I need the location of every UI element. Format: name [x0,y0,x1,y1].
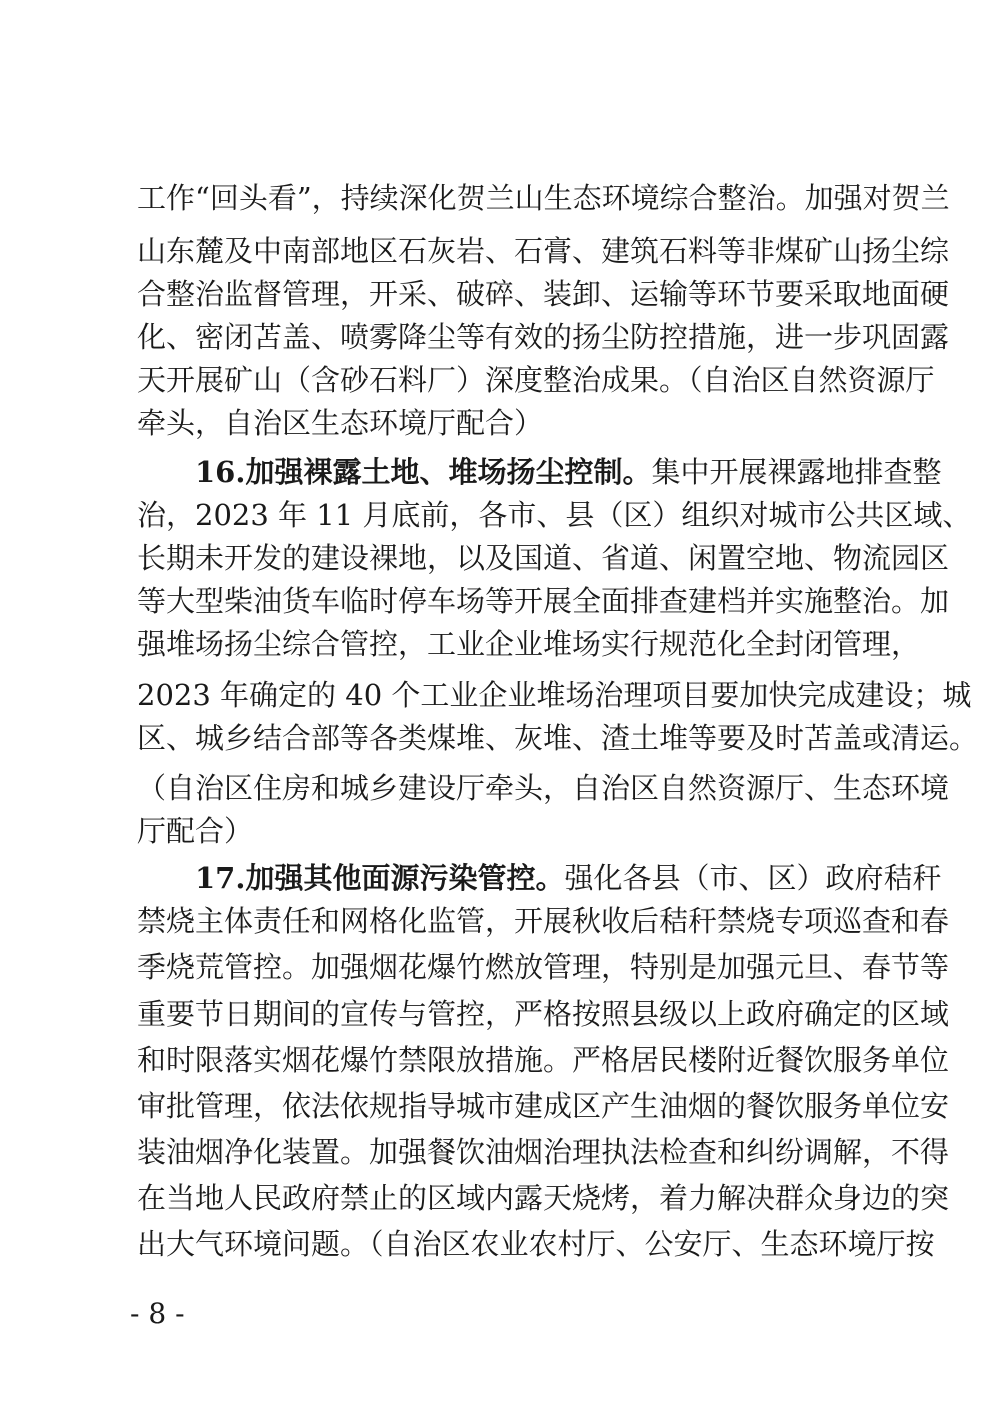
body-text-line: 在当地人民政府禁止的区域内露天烧烤，着力解决群众身边的突 [137,1181,950,1215]
section-16-heading: 16.加强裸露土地、堆场扬尘控制。 [195,455,652,489]
body-text-line: 和时限落实烟花爆竹禁限放措施。严格居民楼附近餐饮服务单位 [137,1043,950,1077]
body-text-line: 重要节日期间的宣传与管控，严格按照县级以上政府确定的区域 [137,997,950,1031]
body-text-line: 审批管理，依法依规指导城市建成区产生油烟的餐饮服务单位安 [137,1089,950,1123]
body-text-line: 装油烟净化装置。加强餐饮油烟治理执法检查和纠纷调解，不得 [137,1135,950,1169]
body-text-line: 等大型柴油货车临时停车场等开展全面排查建档并实施整治。加 [137,584,950,618]
section-17-text: 强化各县（市、区）政府秸秆 [564,861,942,895]
page-number: - 8 - [130,1297,185,1330]
section-16-text: 集中开展裸露地排查整 [651,455,942,489]
body-text-line: 治，2023 年 11 月底前，各市、县（区）组织对城市公共区域、 [137,498,972,532]
body-text-line: 2023 年确定的 40 个工业企业堆场治理项目要加快完成建设；城 [137,678,972,712]
body-text-line: 禁烧主体责任和网格化监管，开展秋收后秸秆禁烧专项巡查和春 [137,904,950,938]
body-text-line: 厅配合） [137,814,254,848]
body-text-line: 山东麓及中南部地区石灰岩、石膏、建筑石料等非煤矿山扬尘综 [137,234,950,268]
body-text-line: 工作“回头看”，持续深化贺兰山生态环境综合整治。加强对贺兰 [137,181,950,215]
section-17-heading: 17.加强其他面源污染管控。 [195,861,565,895]
body-text-line: 出大气环境问题。（自治区农业农村厅、公安厅、生态环境厅按 [137,1227,935,1261]
body-text-line: 强堆场扬尘综合管控，工业企业堆场实行规范化全封闭管理， [137,627,921,661]
section-17-line [195,857,942,899]
body-text-line: 长期未开发的建设裸地，以及国道、省道、闲置空地、物流园区 [137,541,950,575]
body-text-line: 区、城乡结合部等各类煤堆、灰堆、渣土堆等要及时苫盖或清运。 [137,721,979,755]
section-16-line [195,451,942,493]
body-text-line: 天开展矿山（含砂石料厂）深度整治成果。（自治区自然资源厅 [137,363,935,397]
body-text-line: 合整治监督管理，开采、破碎、装卸、运输等环节要采取地面硬 [137,277,950,311]
body-text-line: 化、密闭苫盖、喷雾降尘等有效的扬尘防控措施，进一步巩固露 [137,320,950,354]
body-text-line: 牵头，自治区生态环境厅配合） [137,406,544,440]
body-text-line: 季烧荒管控。加强烟花爆竹燃放管理，特别是加强元旦、春节等 [137,950,950,984]
body-text-line: （自治区住房和城乡建设厅牵头，自治区自然资源厅、生态环境 [137,771,950,805]
